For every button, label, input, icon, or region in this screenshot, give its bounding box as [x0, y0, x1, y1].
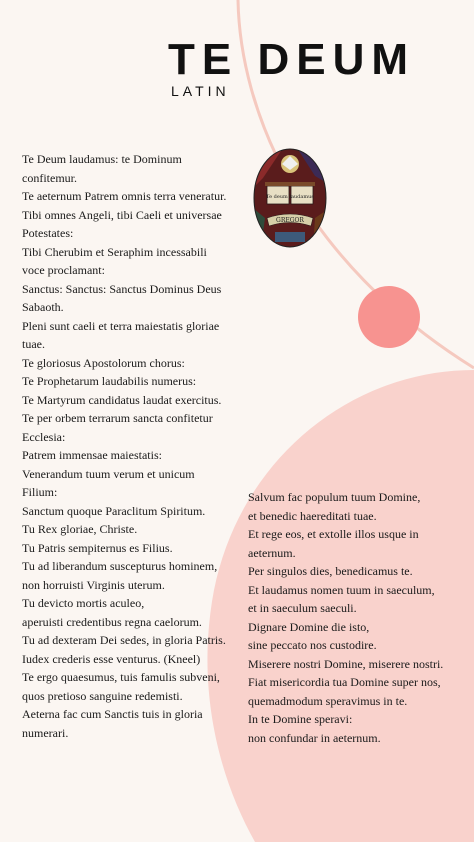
text-line: Tu Patris sempiternus es Filius.	[22, 540, 173, 555]
text-line: Te per orbem terrarum sancta confitetur	[22, 411, 213, 425]
text-line: Te Prophetarum laudabilis numerus:	[22, 374, 197, 388]
text-line: Sanctum quoque Paraclitum Spiritum.	[22, 503, 206, 518]
emblem-banner-text: Te deum laudamus	[266, 194, 314, 200]
text-line: Per singulos dies, benedicamus te.	[248, 564, 413, 578]
text-line: numerari.	[22, 725, 69, 740]
text-line: confitemur.	[22, 170, 77, 185]
text-line: non confundar in aeternum.	[248, 730, 381, 745]
text-line: Aeterna fac cum Sanctis tuis in gloria	[22, 707, 203, 721]
text-line: Patrem immensae maiestatis:	[22, 448, 162, 462]
text-line: Te Deum laudamus: te Dominum	[22, 152, 182, 166]
text-line: Salvum fac populum tuum Domine,	[248, 490, 421, 504]
text-line: Tu ad liberandum suscepturus hominem,	[22, 559, 218, 573]
text-line: Tu Rex gloriae, Christe.	[22, 522, 138, 536]
text-line: Te gloriosus Apostolorum chorus:	[22, 355, 185, 370]
text-line: et in saeculum saeculi.	[248, 601, 357, 615]
text-line: Tibi omnes Angeli, tibi Caeli et universae	[22, 207, 222, 222]
text-line: Te aeternum Patrem omnis terra veneratur.	[22, 189, 227, 203]
accent-circle	[358, 286, 420, 348]
text-line: Tu ad dexteram Dei sedes, in gloria Patris.	[22, 633, 226, 647]
text-line: quos pretioso sanguine redemisti.	[22, 688, 183, 703]
left-text-column	[22, 150, 242, 742]
text-line: Pleni sunt caeli et terra maiestatis gloriae	[22, 318, 220, 333]
text-line: sine peccato nos custodire.	[248, 638, 377, 652]
text-line: Et laudamus nomen tuum in saeculum,	[248, 582, 435, 597]
text-line: Miserere nostri Domine, miserere nostri.	[248, 656, 444, 671]
page-title: TE DEUM	[168, 35, 415, 84]
text-line: quemadmodum speravimus in te.	[248, 693, 408, 708]
text-line: aeternum.	[248, 545, 296, 560]
text-line: Sanctus: Sanctus: Sanctus Dominus Deus	[22, 281, 222, 296]
text-line: tuae.	[22, 337, 45, 351]
text-line: Filium:	[22, 485, 58, 499]
text-line: Fiat misericordia tua Domine super nos,	[248, 675, 441, 689]
text-line: Iudex crederis esse venturus. (Kneel)	[22, 651, 201, 666]
text-line: Te Martyrum candidatus laudat exercitus.	[22, 392, 222, 407]
text-line: Ecclesia:	[22, 429, 66, 444]
emblem-name-text: GREGOR	[276, 217, 304, 224]
page-subtitle: LATIN	[171, 83, 230, 99]
text-line: In te Domine speravi:	[248, 712, 353, 726]
text-line: et benedic haereditati tuae.	[248, 508, 377, 523]
text-line: aperuisti credentibus regna caelorum.	[22, 614, 202, 629]
text-line: Tu devicto mortis aculeo,	[22, 596, 145, 610]
text-line: Te ergo quaesumus, tuis famulis subveni,	[22, 670, 220, 684]
right-text-column	[248, 488, 468, 747]
stained-glass-emblem	[253, 148, 327, 248]
text-line: Tibi Cherubim et Seraphim incessabili	[22, 244, 207, 259]
text-line: voce proclamant:	[22, 263, 105, 277]
text-line: Dignare Domine die isto,	[248, 619, 370, 634]
text-line: non horruisti Virginis uterum.	[22, 577, 165, 592]
text-line: Sabaoth.	[22, 300, 64, 314]
text-line: Potestates:	[22, 226, 74, 240]
text-line: Venerandum tuum verum et unicum	[22, 466, 195, 481]
text-line: Et rege eos, et extolle illos usque in	[248, 527, 419, 541]
